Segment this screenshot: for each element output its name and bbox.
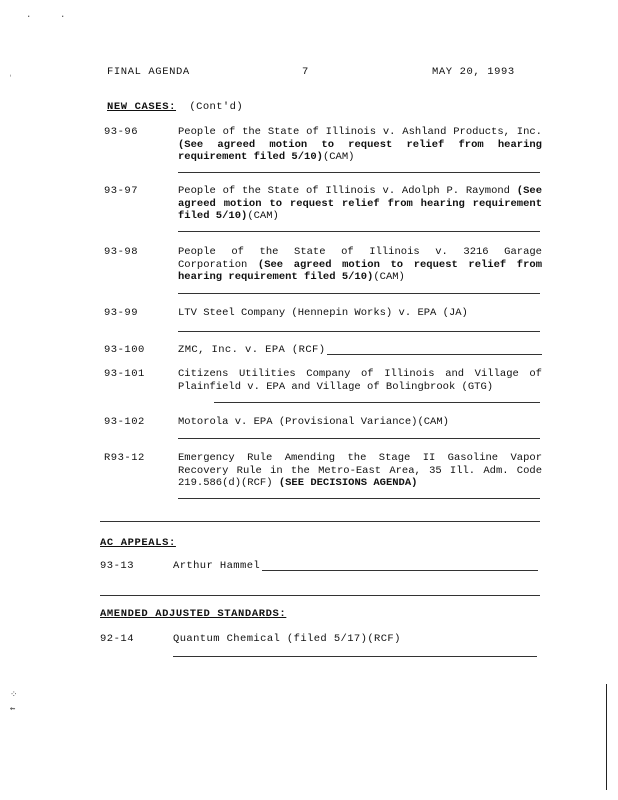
case-number: 92-14 <box>100 633 135 645</box>
case-rule <box>173 656 537 657</box>
new-cases-heading: NEW CASES: <box>107 101 177 113</box>
section-rule <box>100 521 540 522</box>
case-number: 93-101 <box>104 368 145 380</box>
case-description: People of the State of Illinois v. 3216 Garage Corporation (See agreed motion to request relief from hearing requirement filed 5/10)(CAM) <box>178 246 542 283</box>
case-description: ZMC, Inc. v. EPA (RCF) <box>178 344 542 356</box>
case-number: 93-98 <box>104 246 139 258</box>
case-number: 93-96 <box>104 126 139 138</box>
case-number: 93-13 <box>100 560 135 572</box>
case-rule <box>178 331 540 332</box>
section-rule <box>100 595 540 596</box>
agenda-title: FINAL AGENDA <box>107 66 190 78</box>
amended-adjusted-standards-heading: AMENDED ADJUSTED STANDARDS: <box>100 608 287 620</box>
case-rule <box>178 438 540 439</box>
ac-appeals-heading: AC APPEALS: <box>100 537 176 549</box>
case-description: Emergency Rule Amending the Stage II Gasoline Vapor Recovery Rule in the Metro-East Area, 35 Ill. Adm. Code 219.586(d)(RCF) (SEE DECISIONS AGENDA) <box>178 452 542 489</box>
new-cases-heading-row <box>107 101 243 113</box>
case-description: Quantum Chemical (filed 5/17)(RCF) <box>173 633 401 645</box>
scan-edge-line <box>606 684 607 790</box>
case-rule <box>178 293 540 294</box>
page-number: 7 <box>302 66 309 78</box>
scan-speck: ˓ <box>8 70 14 80</box>
case-number: 93-102 <box>104 416 145 428</box>
scan-speck: ⇜ <box>10 704 16 714</box>
case-rule <box>214 402 540 403</box>
scan-speck: ⁘ <box>10 690 18 700</box>
case-description: Arthur Hammel <box>173 560 538 572</box>
case-number: 93-100 <box>104 344 145 356</box>
case-description: Citizens Utilities Company of Illinois and Village of Plainfield v. EPA and Village of Bolingbrook (GTG) <box>178 368 542 393</box>
scan-speck: . <box>26 10 32 20</box>
case-number: 93-99 <box>104 307 139 319</box>
case-rule <box>178 498 540 499</box>
case-rule <box>178 172 540 173</box>
agenda-date: MAY 20, 1993 <box>432 66 515 78</box>
case-description: Motorola v. EPA (Provisional Variance)(CAM) <box>178 416 449 428</box>
case-description: People of the State of Illinois v. Ashland Products, Inc. (See agreed motion to request relief from hearing requirement filed 5/10)(CAM) <box>178 126 542 163</box>
cont-label: (Cont'd) <box>189 101 244 113</box>
case-description: LTV Steel Company (Hennepin Works) v. EPA (JA) <box>178 307 468 319</box>
case-rule <box>178 231 540 232</box>
case-description: People of the State of Illinois v. Adolph P. Raymond (See agreed motion to request relief from hearing requirement filed 5/10)(CAM) <box>178 185 543 222</box>
scan-speck: . <box>60 10 66 20</box>
case-number: R93-12 <box>104 452 145 464</box>
case-number: 93-97 <box>104 185 139 197</box>
